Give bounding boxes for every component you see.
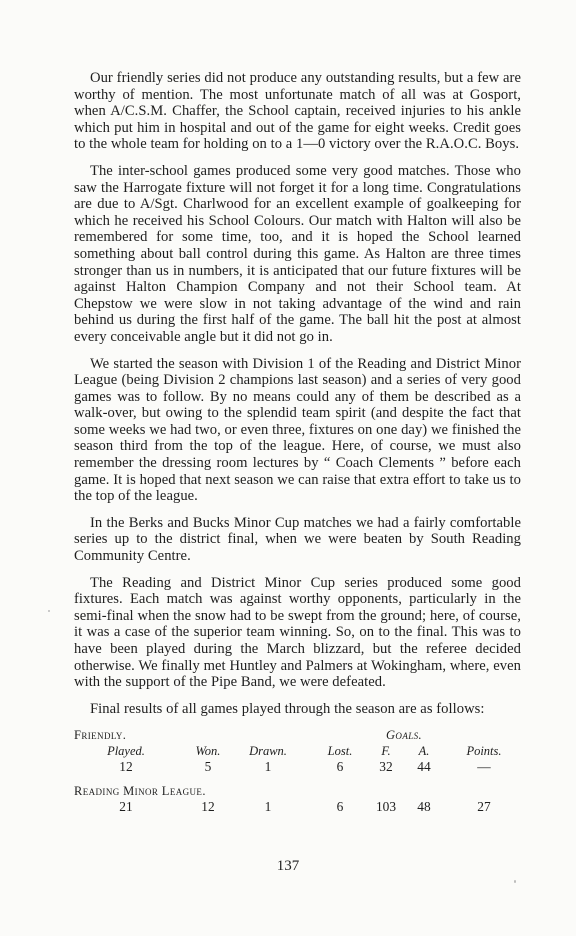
cell-won: 5: [204, 759, 212, 775]
header-won: Won.: [195, 744, 221, 759]
header-points: Points.: [466, 744, 502, 759]
cell-lost: 6: [336, 799, 344, 815]
league-section-title: Reading Minor League.: [74, 784, 206, 799]
cell-goals-against: 44: [417, 759, 431, 775]
cell-played: 21: [119, 799, 133, 815]
cell-lost: 6: [336, 759, 344, 775]
header-drawn: Drawn.: [249, 744, 287, 759]
paper-speck: [48, 610, 50, 612]
paragraph-inter-school: The inter-school games produced some very good matches. Those who saw the Harrogate fixture will not forget it for a long time. Congratulations are due to A/Sgt. Charlwood for an excellent example of goalkeeping for which he received his School Colours. Our match with Halton will also be remembered for some time, too, and it is hoped the School learned something about ball control during this game. As Halton are three times stronger than us in numbers, it is anticipated that our future fixtures will be against Halton Champion Company and not their School team. At Chepstow we were slow in not taking advantage of the wind and rain behind us during the first half of the game. The ball hit the post at almost every conceivable angle but it did not go in.: [74, 162, 521, 345]
paragraph-final-results-intro: Final results of all games played through the season are as follows:: [90, 700, 485, 717]
table-header-row: [74, 743, 521, 759]
cell-goals-for: 103: [375, 799, 397, 815]
cell-won: 12: [201, 799, 215, 815]
cell-drawn: 1: [264, 759, 272, 775]
table-row-friendly: [74, 759, 521, 775]
paragraph-friendly-series: Our friendly series did not produce any outstanding results, but a few are worthy of mention. The most unfortunate match of all was at Gosport, when A/C.S.M. Chaffer, the School captain, received injuries to his ankle which put him in hospital and out of the game for eight weeks. Credit goes to the whole team for holding on to a 1—0 victory over the R.A.O.C. Boys.: [74, 70, 521, 153]
results-table: [74, 727, 521, 815]
page-number: 137: [276, 858, 300, 874]
paragraph-reading-cup: The Reading and District Minor Cup series produced some good fixtures. Each match was against worthy opponents, particularly in the semi-final when the snow had to be swept from the ground; here, of course, it was a case of the superior team winning. So, on to the final. This was to have been played during the March blizzard, but the referee decided otherwise. We finally met Huntley and Palmers at Wokingham, where, even with the support of the Pipe Band, we were defeated.: [74, 574, 521, 691]
paragraph-berks-bucks-cup: In the Berks and Bucks Minor Cup matches we had a fairly comfortable series up to the district final, when we were beaten by South Reading Community Centre.: [74, 514, 521, 565]
table-row-league: [74, 799, 521, 815]
cell-points: —: [477, 759, 491, 775]
cell-played: 12: [119, 759, 133, 775]
cell-drawn: 1: [264, 799, 272, 815]
paragraph-league: We started the season with Division 1 of the Reading and District Minor League (being Division 2 champions last season) and a series of very good games was to follow. By no means could any of them be described as a walk-over, but owing to the splendid team spirit (and despite the fact that some weeks we had two, or even three, fixtures on one day) we finished the season third from the top of the league. Here, of course, we must also remember the dressing room lectures by “ Coach Clements ” before each game. It is hoped that next season we can raise that extra effort to take us to the top of the league.: [74, 355, 521, 505]
header-goals-against: A.: [418, 744, 430, 759]
header-played: Played.: [107, 744, 145, 759]
cell-points: 27: [477, 799, 491, 815]
cell-goals-for: 32: [379, 759, 393, 775]
header-lost: Lost.: [327, 744, 353, 759]
page-body: [74, 70, 521, 815]
cell-goals-against: 48: [417, 799, 431, 815]
header-goals-for: F.: [381, 744, 391, 759]
paper-speck: [514, 880, 516, 883]
goals-heading: Goals.: [386, 728, 423, 743]
friendly-section-title: Friendly. Goals.: [74, 728, 423, 743]
